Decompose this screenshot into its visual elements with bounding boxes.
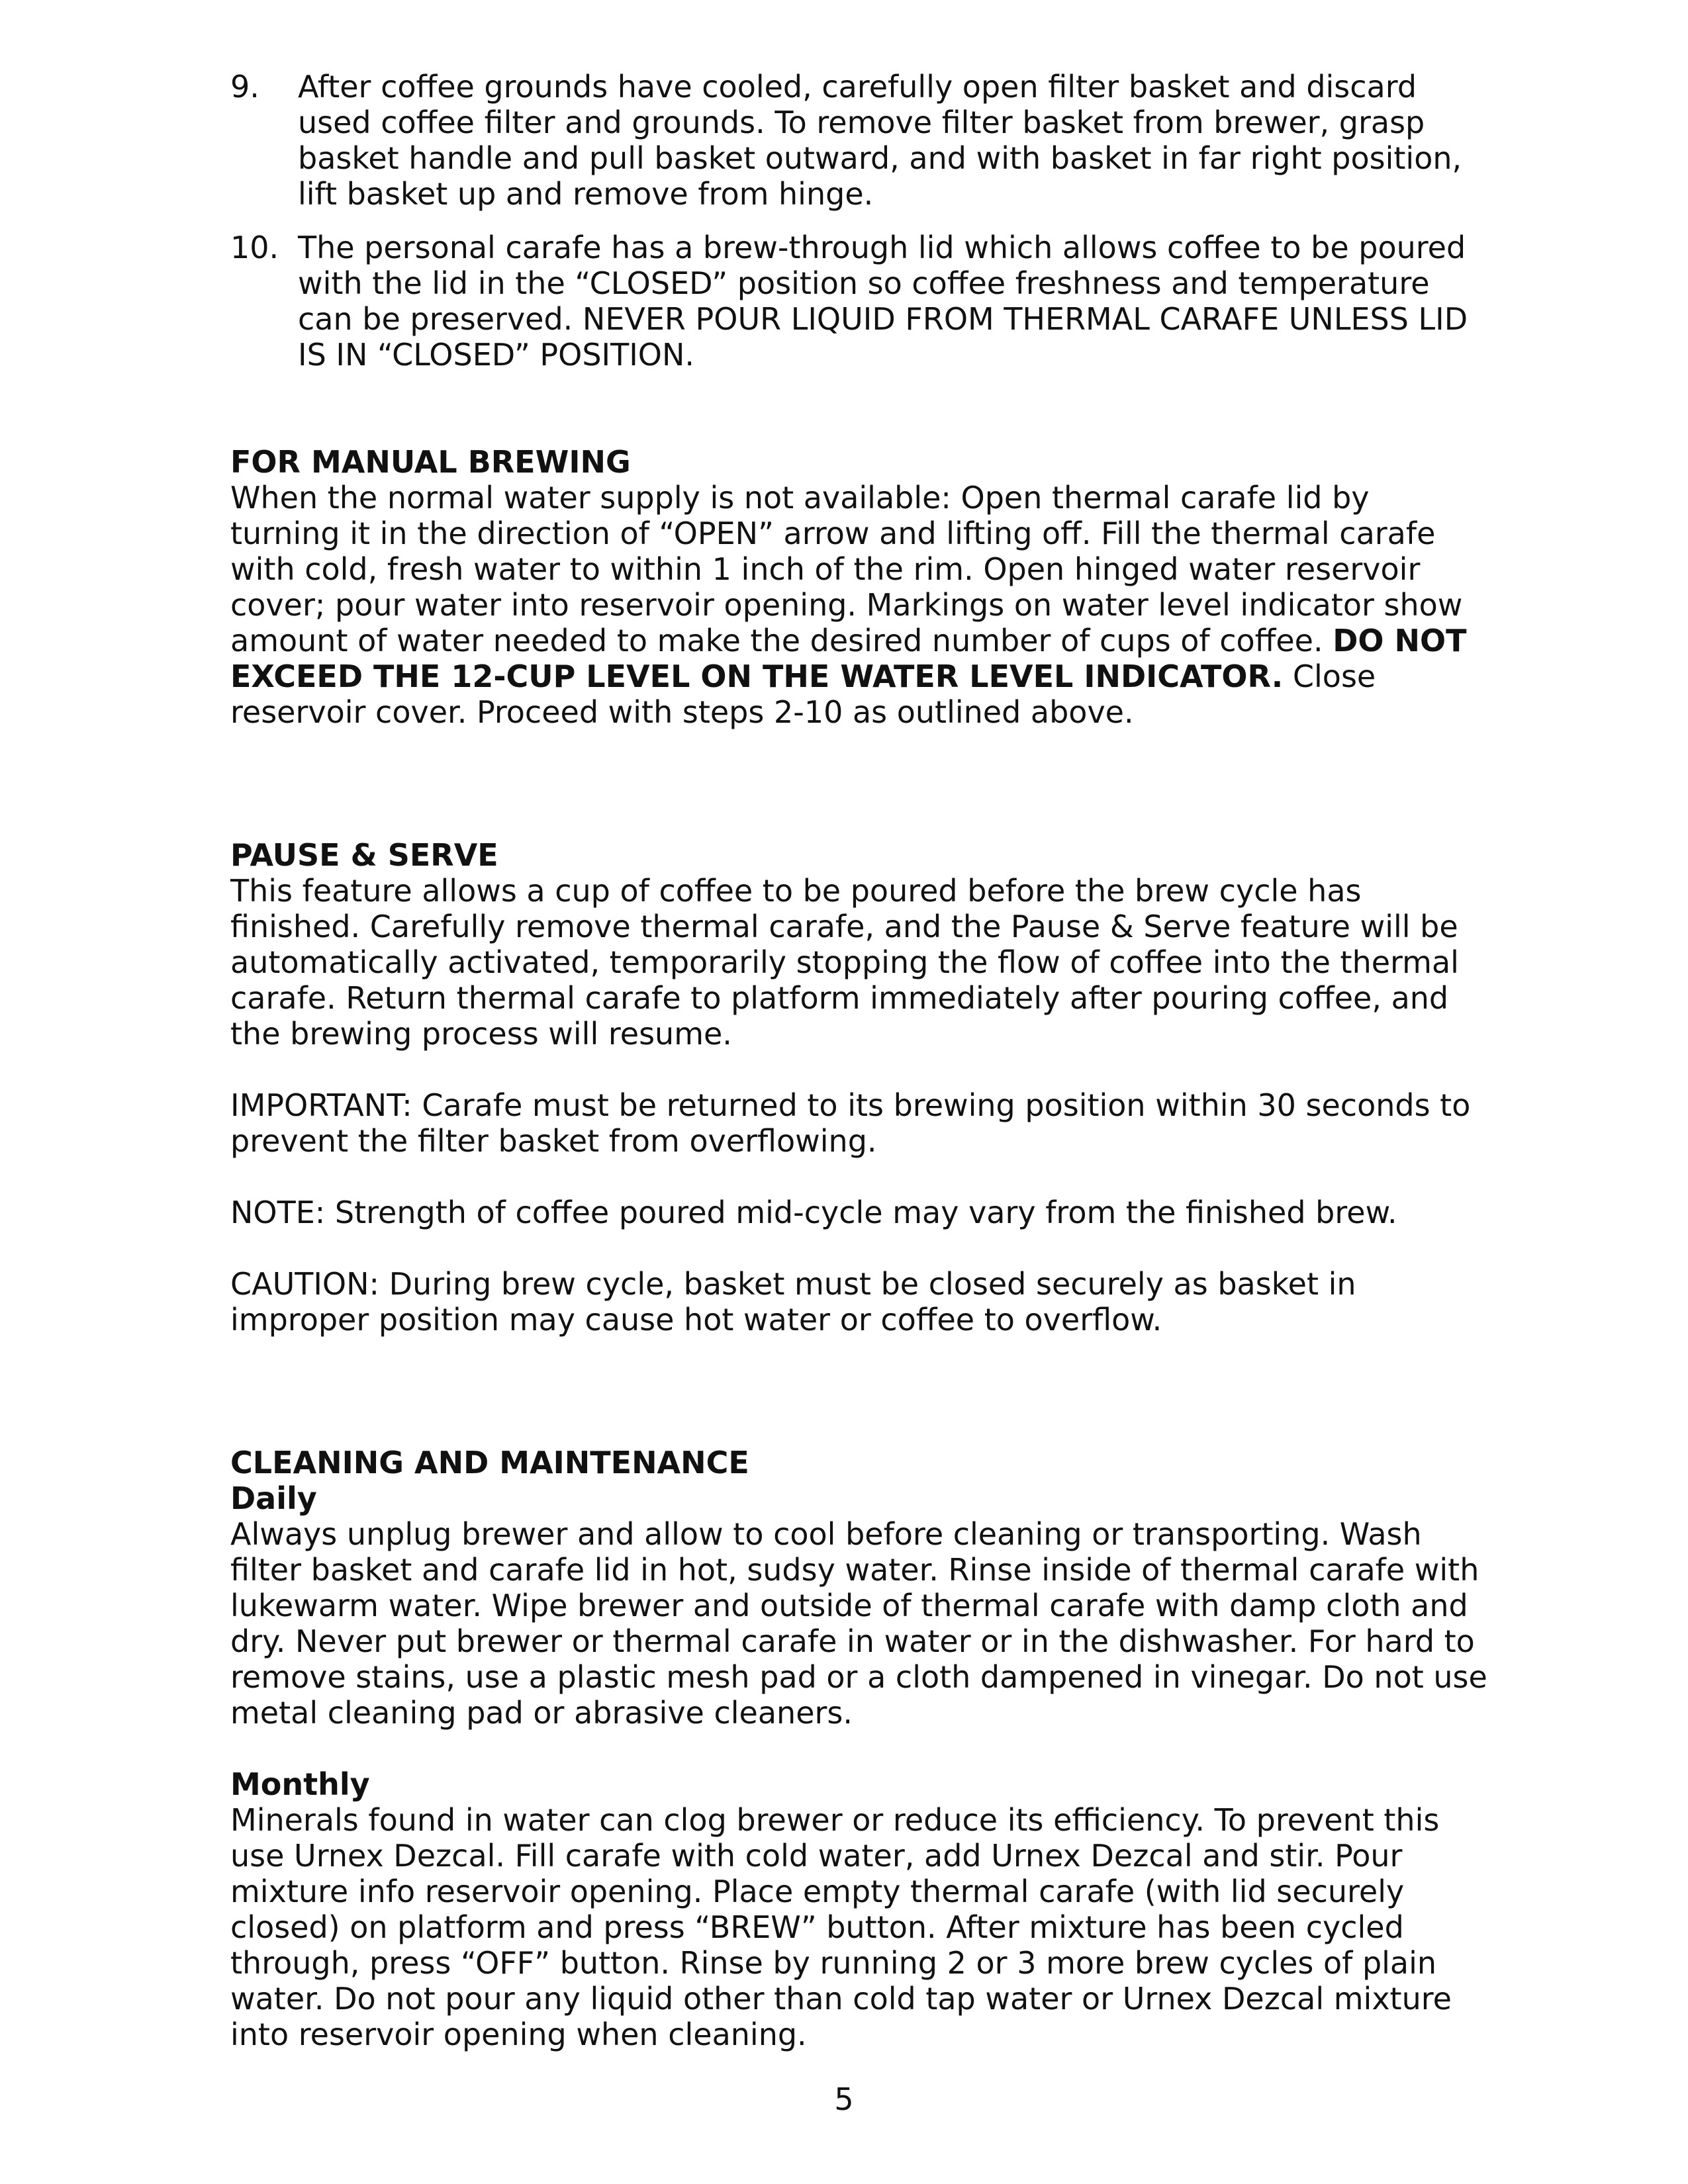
- manual-brewing-warning: DO NOT EXCEED THE 12-CUP LEVEL ON THE WATER LEVEL INDICATOR.: [230, 623, 1467, 694]
- manual-brewing-text-before: When the normal water supply is not available: Open thermal carafe lid by turning it in the direction of “OPEN” arrow and lifting off. Fill the thermal carafe with cold, fresh water to within 1 inch of the rim. Open hinged water reservoir cover; pour water into reservoir opening. Markings on water level indicator show amount of water needed to make the desired number of cups of coffee.: [230, 480, 1463, 659]
- daily-text: Always unplug brewer and allow to cool before cleaning or transporting. Wash filter basket and carafe lid in hot, sudsy water. Rinse inside of thermal carafe with lukewarm water. Wipe brewer and outside of thermal carafe with damp cloth and dry. Never put brewer or thermal carafe in water or in the dishwasher. For hard to remove stains, use a plastic mesh pad or a cloth dampened in vinegar. Do not use metal cleaning pad or abrasive cleaners.: [230, 1516, 1487, 1731]
- daily-heading: Daily: [230, 1480, 317, 1516]
- caution-note: CAUTION: During brew cycle, basket must be closed securely as basket in improper position may cause hot water or coffee to overflow.: [230, 1266, 1356, 1338]
- strength-note: NOTE: Strength of coffee poured mid-cycle may vary from the finished brew.: [230, 1195, 1397, 1230]
- important-note: IMPORTANT: Carafe must be returned to its brewing position within 30 seconds to prevent the filter basket from overflowing.: [230, 1087, 1471, 1159]
- cleaning-section: [230, 1445, 1488, 2052]
- monthly-heading: Monthly: [230, 1766, 370, 1802]
- manual-brewing-heading: FOR MANUAL BREWING: [230, 444, 631, 480]
- step-text: After coffee grounds have cooled, carefully open filter basket and discard used coffee filter and grounds. To remove filter basket from brewer, grasp basket handle and pull basket outward, and with basket in far right position, lift basket up and remove from hinge.: [298, 69, 1462, 212]
- monthly-text: Minerals found in water can clog brewer or reduce its efficiency. To prevent this use Urnex Dezcal. Fill carafe with cold water, add Urnex Dezcal and stir. Pour mixture info reservoir opening. Place empty thermal carafe (with lid securely closed) on platform and press “BREW” button. After mixture has been cycled through, press “OFF” button. Rinse by running 2 or 3 more brew cycles of plain water. Do not pour any liquid other than cold tap water or Urnex Dezcal mixture into reservoir opening when cleaning.: [230, 1802, 1452, 2052]
- step-number: 9.: [230, 69, 259, 105]
- pause-serve-section: [230, 837, 1488, 1338]
- step-9: [230, 69, 1488, 212]
- step-number: 10.: [230, 230, 279, 265]
- cleaning-heading: CLEANING AND MAINTENANCE: [230, 1445, 749, 1480]
- manual-brewing-section: [230, 444, 1488, 730]
- pause-serve-text: This feature allows a cup of coffee to be poured before the brew cycle has finished. Carefully remove thermal carafe, and the Pause & Serve feature will be automatically activated, temporarily stopping the flow of coffee into the thermal carafe. Return thermal carafe to platform immediately after pouring coffee, and the brewing process will resume.: [230, 873, 1459, 1052]
- page-number: 5: [834, 2081, 854, 2117]
- step-text: The personal carafe has a brew-through lid which allows coffee to be poured with the lid in the “CLOSED” position so coffee freshness and temperature can be preserved. NEVER POUR LIQUID FROM THERMAL CARAFE UNLESS LID IS IN “CLOSED” POSITION.: [298, 230, 1468, 373]
- step-10: [230, 230, 1488, 373]
- manual-brewing-text-after: Close reservoir cover. Proceed with steps 2-10 as outlined above.: [230, 659, 1376, 730]
- pause-serve-heading: PAUSE & SERVE: [230, 837, 498, 873]
- document-page: [230, 69, 1488, 2052]
- manual-brewing-text: [230, 480, 1488, 730]
